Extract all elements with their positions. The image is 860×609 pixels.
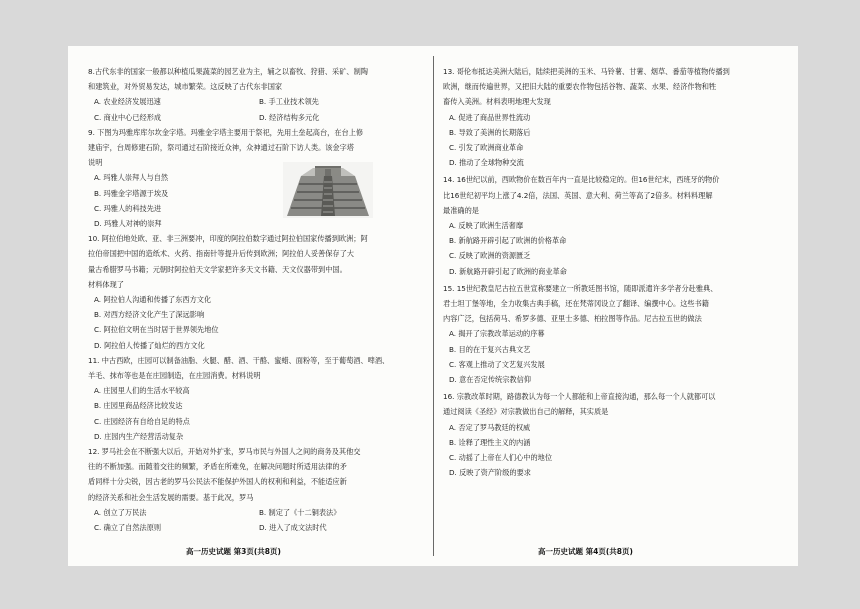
question-stem-line: 材料体现了: [88, 279, 124, 289]
question-stem-line: 欧洲，继而传遍世界，又把旧大陆的重要农作物包括谷物、蔬菜、水果、经济作物和牲: [443, 82, 717, 92]
question-stem-line: 最准确的是: [443, 205, 479, 215]
mayan-pyramid-image: [283, 162, 373, 218]
option-a: A. 反映了欧洲生活奢靡: [449, 221, 524, 231]
option-a: A. 庄园里人们的生活水平较高: [94, 386, 190, 396]
option-b: B. 导致了美洲的长期落后: [449, 127, 531, 137]
page-footer-left: 高一历史试题 第3页(共8页): [186, 547, 281, 556]
exam-sheet: [68, 46, 798, 566]
question-stem-line: 羊毛、抹布等也是在庄园制造，在庄园消费。材料说明: [88, 371, 261, 381]
question-11: [88, 353, 428, 444]
page-footer-right: 高一历史试题 第4页(共8页): [538, 547, 633, 556]
question-stem-line: 往的不断加强。而随着交往的频繁，矛盾在所难免，在解决问题时所适用法律的矛: [88, 462, 347, 472]
option-c: C. 阿拉伯文明在当时居于世界领先地位: [94, 325, 219, 335]
option-a: A. 农业经济发展迅速: [94, 97, 161, 107]
option-b: B. 对西方经济文化产生了深远影响: [94, 310, 205, 320]
option-c: C. 商业中心已经形成: [94, 112, 162, 122]
question-stem-line: 9. 下图为玛雅库库尔坎金字塔。玛雅金字塔主要用于祭祀，先用土垒起高台，在台上修: [88, 127, 364, 137]
option-b: B. 诠释了理性主义的内涵: [449, 437, 531, 447]
option-d: D. 庄园内生产经营活动复杂: [94, 431, 184, 441]
option-d: D. 意在否定传统宗教信仰: [449, 375, 531, 385]
option-b: B. 目的在于复兴古典文艺: [449, 344, 531, 354]
option-d: D. 经济结构多元化: [259, 112, 320, 122]
question-stem-line: 的经济关系和社会生活发展的需要。基于此况，罗马: [88, 492, 254, 502]
question-stem-line: 11. 中古西欧，庄园可以制备油脂、火腿、醋、酒、干酪、蜜蜡、面粉等，至于葡萄酒、啤酒、: [88, 355, 390, 365]
question-stem-line: 盾同样十分尖锐，因古老的罗马公民法不能保护外国人的权利和利益，不能适应新: [88, 477, 347, 487]
option-a: A. 否定了罗马教廷的权威: [449, 422, 531, 432]
question-stem-line: 15. 15世纪教皇尼古拉五世宣称要建立一所教廷图书馆，随即派遣许多学者分赴雅典、: [443, 283, 718, 293]
option-c: C. 确立了自然法原则: [94, 523, 162, 533]
question-9: [88, 125, 428, 231]
option-b: B. 制定了《十二铜表法》: [259, 507, 341, 517]
question-16: [443, 389, 783, 480]
question-stem-line: 8.古代东非的国家一般都以种植瓜果蔬菜的园艺业为主，辅之以畜牧、狩猎、采矿、制陶: [88, 67, 368, 76]
option-a: A. 玛雅人崇拜人与自然: [94, 173, 169, 183]
question-stem-line: 13. 哥伦布抵达美洲大陆后，陆续把美洲的玉米、马铃薯、甘薯、烟草、番茄等植物传播到: [443, 67, 730, 76]
option-c: C. 反映了欧洲的资源匮乏: [449, 251, 531, 261]
option-c: C. 动摇了上帝在人们心中的地位: [449, 453, 553, 463]
question-15: [443, 281, 783, 387]
question-stem-line: 内容广泛，包括荷马、希罗多德、亚里士多德、柏拉图等作品。尼古拉五世的做法: [443, 314, 702, 324]
question-stem-line: 14. 16世纪以前，西欧物价在数百年内一直是比较稳定的。但16世纪末，西班牙的物价: [443, 175, 720, 185]
option-a: A. 创立了万民法: [94, 507, 147, 517]
question-stem-line: 10. 阿拉伯地处欧、亚、非三洲要冲，印度的阿拉伯数字通过阿拉伯国家传播到欧洲；阿: [88, 234, 368, 244]
question-14: [443, 172, 783, 278]
question-stem-line: 通过阅读《圣经》对宗教做出自己的解释，其实质是: [443, 407, 609, 417]
question-stem-line: 12. 罗马社会在不断强大以后，开始对外扩张，罗马市民与外国人之间的商务及其他交: [88, 447, 361, 457]
question-stem-line: 量古希腊罗马书籍；元朝时阿拉伯天文学家把许多天文书籍、天文仪器带到中国。: [88, 264, 347, 274]
question-stem-line: 比16世纪初平均上涨了4.2倍，法国、英国、意大利、荷兰等高了2倍多。材料料理解: [443, 190, 713, 200]
option-d: D. 玛雅人对神的崇拜: [94, 219, 162, 229]
option-a: A. 促进了商品世界性流动: [449, 112, 531, 122]
option-b: B. 庄园里商品经济比较发达: [94, 401, 183, 411]
option-b: B. 玛雅金字塔源于埃及: [94, 188, 169, 198]
question-stem-line: 和建筑业，对外贸易发达，城市繁荣。这反映了古代东非国家: [88, 82, 283, 92]
question-stem-line: 16. 宗教改革时期，路德教认为每一个人都能和上帝直接沟通，那么每一个人就都可以: [443, 392, 716, 402]
option-b: B. 手工业技术领先: [259, 97, 319, 107]
question-stem-line: 君士坦丁堡等地，全力收集古典手稿，还在梵蒂冈设立了翻译、编撰中心。这些书籍: [443, 299, 709, 309]
page-4: [443, 64, 783, 480]
option-a: A. 揭开了宗教改革运动的序幕: [449, 329, 545, 339]
question-stem-line: 说明: [88, 158, 103, 168]
option-d: D. 新航路开辟引起了欧洲的商业革命: [449, 266, 567, 276]
option-d: D. 阿拉伯人传播了灿烂的西方文化: [94, 340, 205, 350]
question-8: [88, 64, 428, 125]
option-d: D. 反映了资产阶级的要求: [449, 468, 531, 478]
option-c: C. 玛雅人的科技先进: [94, 203, 162, 213]
question-stem-line: 拉伯帝国把中国的造纸术、火药、指南针等提升后传到欧洲；阿拉伯人妥善保存了大: [88, 249, 354, 259]
question-stem-line: 建庙宇，台周修建石阶，祭司通过石阶接近众神，众神通过石阶下访人类。该金字塔: [88, 143, 354, 153]
option-b: B. 新航路开辟引起了欧洲的价格革命: [449, 236, 567, 246]
question-stem-line: 畜传入美洲。材料表明地理大发现: [443, 97, 551, 107]
question-10: [88, 231, 428, 353]
question-12: [88, 444, 428, 535]
option-c: C. 庄园经济有自给自足的特点: [94, 416, 190, 426]
option-d: D. 推动了全球物种交流: [449, 158, 524, 168]
option-c: C. 客观上推动了文艺复兴发展: [449, 359, 545, 369]
page-3: [88, 64, 428, 535]
question-13: [443, 64, 783, 170]
option-c: C. 引发了欧洲商业革命: [449, 143, 524, 153]
option-d: D. 进入了成文法时代: [259, 523, 327, 533]
page-divider: [433, 56, 434, 556]
option-a: A. 阿拉伯人沟通和传播了东西方文化: [94, 295, 212, 305]
